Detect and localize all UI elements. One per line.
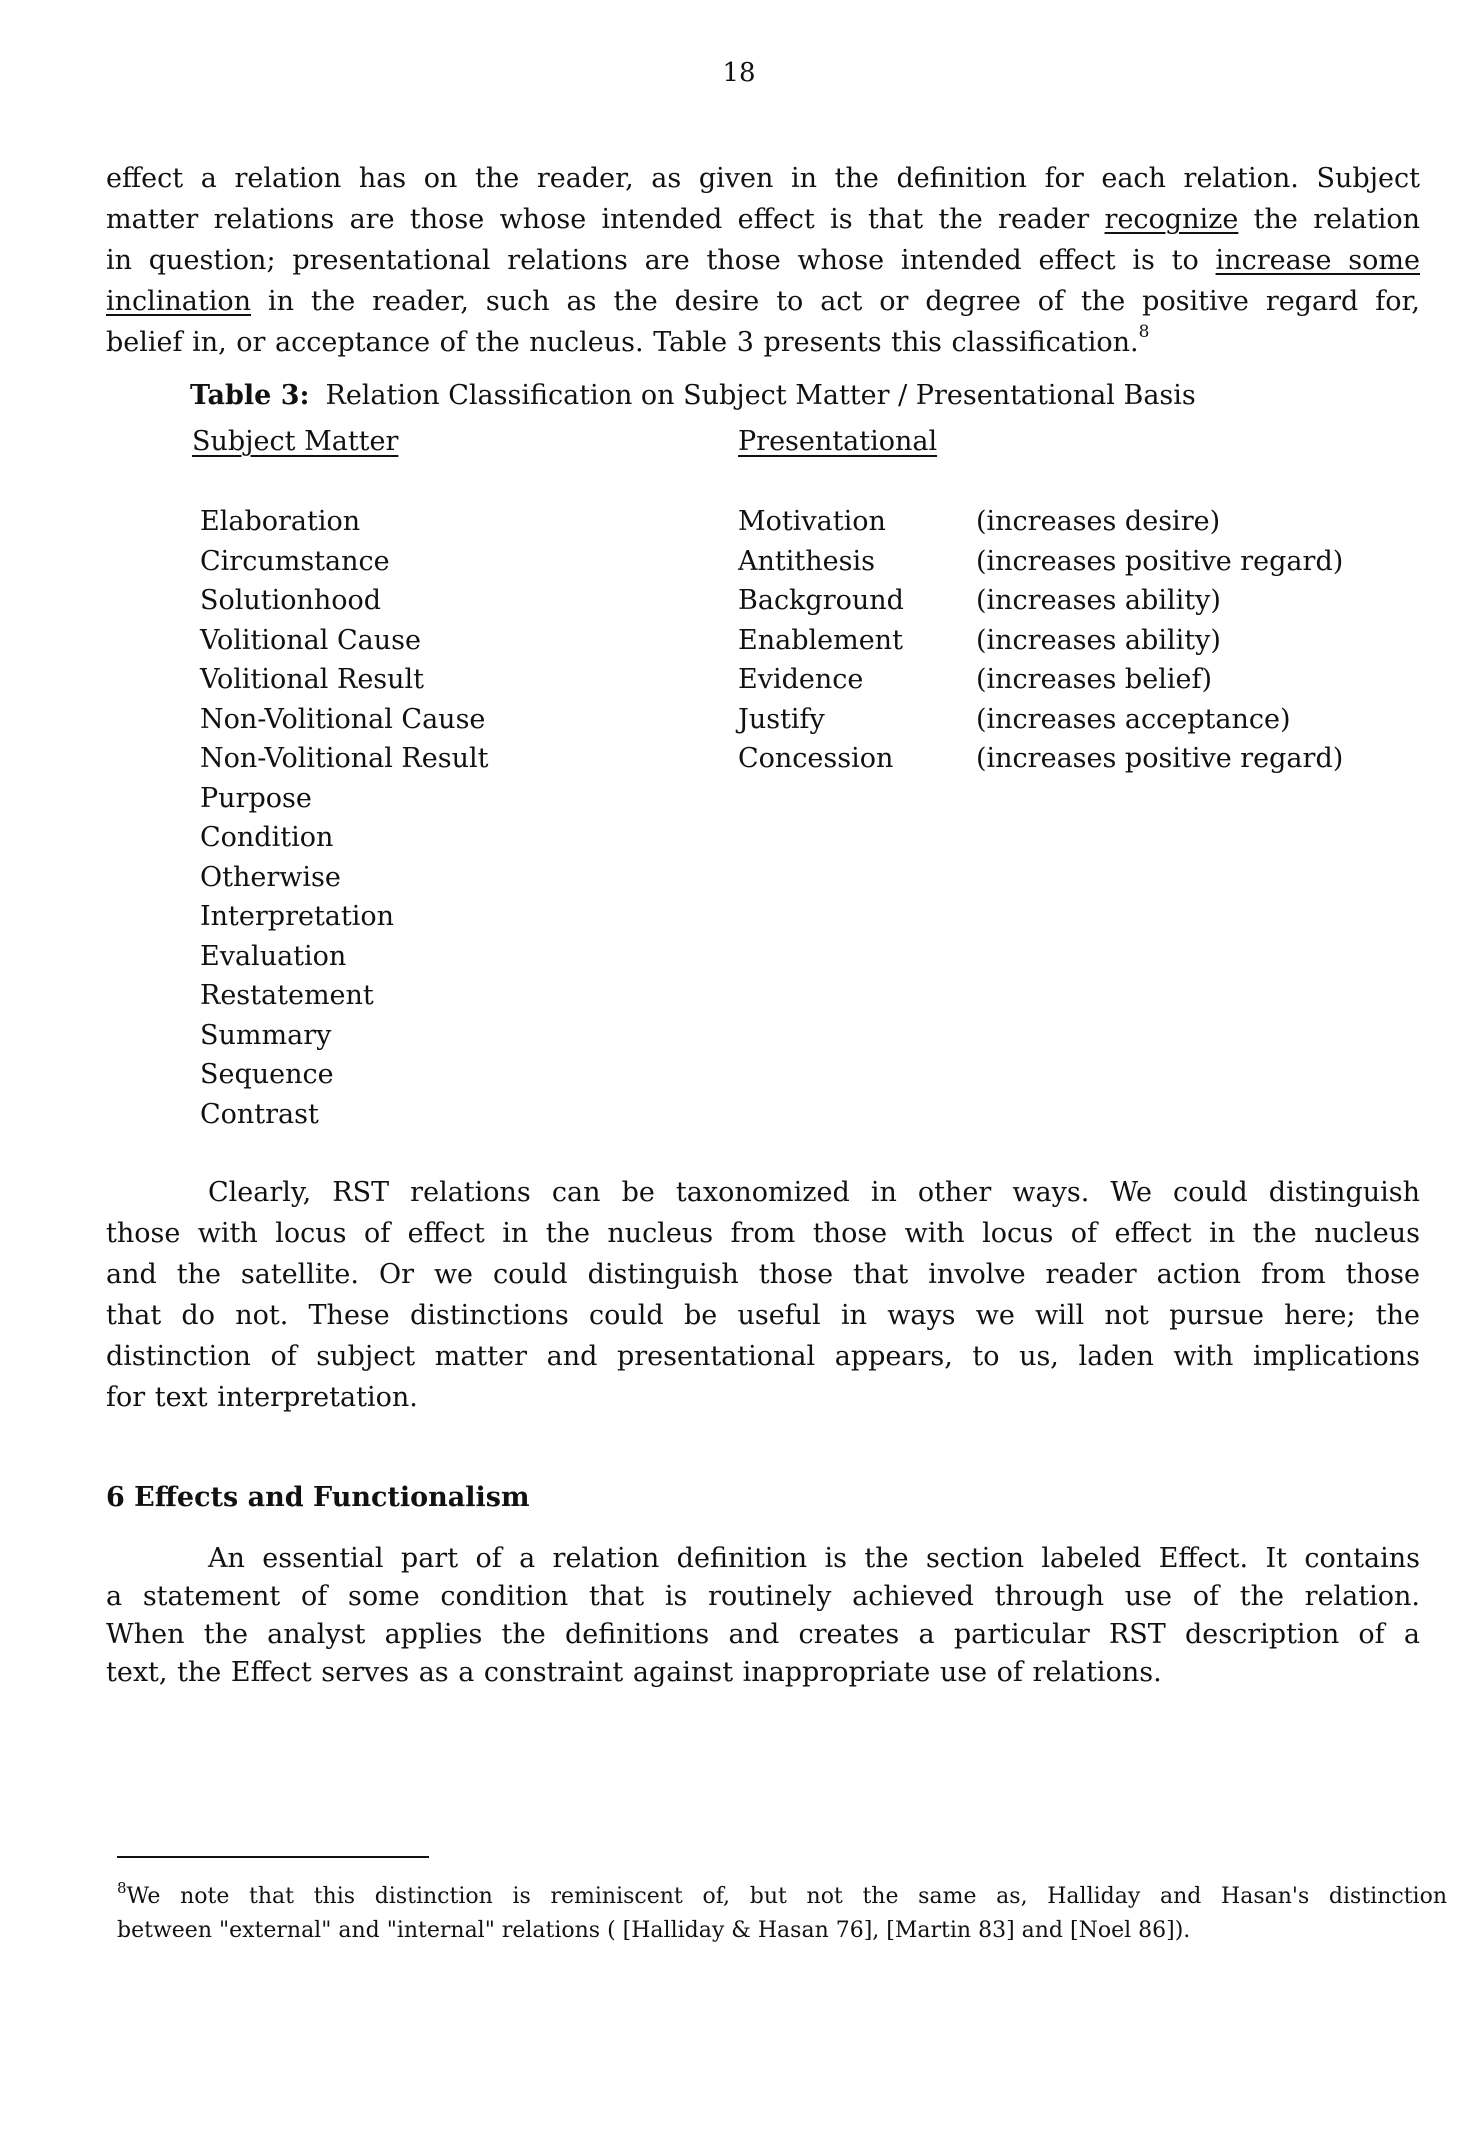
presentational-relation: Evidence bbox=[738, 664, 864, 695]
paragraph-line: text, the Effect serves as a constraint against inappropriate use of relations. bbox=[106, 1657, 1162, 1688]
footnote-divider bbox=[117, 1856, 429, 1858]
paragraph-line: distinction of subject matter and presentational appears, to us, laden with implications bbox=[106, 1341, 1420, 1372]
subject-matter-relation: Solutionhood bbox=[200, 585, 382, 616]
presentational-relation: Background bbox=[738, 585, 904, 616]
footnote-marker: 8 bbox=[117, 1879, 127, 1897]
footnote-text: We note that this distinction is reminiscent of, but not the same as, Halliday and Hasan's distinction bbox=[126, 1884, 1447, 1909]
column-header-presentational: Presentational bbox=[738, 426, 938, 457]
paragraph-line: An essential part of a relation definition is the section labeled Effect. It contains bbox=[208, 1543, 1420, 1574]
subject-matter-relation: Volitional Result bbox=[200, 664, 425, 695]
presentational-relation: Antithesis bbox=[738, 545, 875, 577]
subject-matter-relation: Interpretation bbox=[200, 901, 395, 932]
footnote-reference[interactable]: 8 bbox=[1138, 322, 1150, 342]
line-text: in the reader, such as the desire to act or degree of the positive regard for, bbox=[251, 286, 1420, 317]
presentational-column bbox=[738, 502, 904, 779]
subject-matter-relation: Non-Volitional Result bbox=[200, 743, 489, 774]
subject-matter-relation: Sequence bbox=[200, 1059, 334, 1090]
underlined-term-recognize: recognize bbox=[1104, 204, 1239, 235]
paragraph-line bbox=[106, 158, 1420, 199]
footnote-line bbox=[117, 1880, 1447, 1914]
column-header-subject-matter: Subject Matter bbox=[192, 426, 399, 457]
subject-matter-relation: Otherwise bbox=[200, 861, 341, 893]
subject-matter-relation: Circumstance bbox=[200, 545, 390, 577]
paragraph-line: When the analyst applies the definitions and creates a particular RST description of a bbox=[106, 1619, 1420, 1650]
presentational-effect: (increases acceptance) bbox=[976, 703, 1291, 735]
paragraph-line: those with locus of effect in the nucleus from those with locus of effect in the nucleus bbox=[106, 1218, 1420, 1249]
section-heading: 6 Effects and Functionalism bbox=[106, 1482, 530, 1513]
subject-matter-relation: Restatement bbox=[200, 980, 374, 1011]
presentational-relation: Concession bbox=[738, 743, 894, 774]
presentational-effect: (increases desire) bbox=[976, 506, 1221, 537]
presentational-effect: (increases positive regard) bbox=[976, 545, 1344, 577]
line-text: effect a relation has on the reader, as given in the definition for each relation. Subject bbox=[106, 163, 1420, 194]
line-text: the relation bbox=[1238, 204, 1420, 235]
subject-matter-relation: Evaluation bbox=[200, 940, 347, 972]
paragraph-line bbox=[106, 240, 1420, 281]
presentational-effect: (increases ability) bbox=[976, 624, 1221, 656]
line-text: matter relations are those whose intended effect is that the reader bbox=[106, 204, 1105, 235]
footnote bbox=[117, 1880, 1447, 1948]
page-number: 18 bbox=[722, 58, 756, 88]
presentational-relation: Motivation bbox=[738, 506, 886, 537]
table-caption bbox=[190, 380, 1196, 411]
subject-matter-relation: Non-Volitional Cause bbox=[200, 703, 486, 735]
presentational-effect: (increases positive regard) bbox=[976, 743, 1344, 774]
table-label: Table 3: bbox=[190, 380, 310, 411]
presentational-effect-column bbox=[976, 502, 1343, 779]
presentational-relation: Justify bbox=[738, 703, 825, 735]
presentational-effect: (increases ability) bbox=[976, 585, 1221, 616]
paragraph-line: that do not. These distinctions could be useful in ways we will not pursue here; the bbox=[106, 1300, 1420, 1331]
subject-matter-relation: Contrast bbox=[200, 1098, 319, 1130]
line-text: belief in, or acceptance of the nucleus. Table 3 presents this classification. bbox=[106, 327, 1139, 358]
effects-paragraph bbox=[106, 1540, 1420, 1692]
underlined-term-inclination: inclination bbox=[106, 286, 252, 317]
paragraph-line: and the satellite. Or we could distinguish those that involve reader action from those bbox=[106, 1259, 1420, 1290]
table-caption-text: Relation Classification on Subject Matter / Presentational Basis bbox=[325, 380, 1196, 411]
paragraph-line: Clearly, RST relations can be taxonomized in other ways. We could distinguish bbox=[208, 1177, 1420, 1208]
subject-matter-relation: Volitional Cause bbox=[200, 624, 421, 656]
presentational-relation: Enablement bbox=[738, 624, 903, 656]
footnote-line: between "external" and "internal" relations ( [Halliday & Hasan 76], [Martin 83] and [Noel 86]). bbox=[117, 1918, 1191, 1943]
underlined-term-increase-some: increase some bbox=[1215, 245, 1420, 276]
subject-matter-column bbox=[200, 502, 488, 1134]
paragraph-line bbox=[106, 199, 1420, 240]
presentational-effect: (increases belief) bbox=[976, 664, 1212, 695]
line-text: in question; presentational relations are those whose intended effect is to bbox=[106, 245, 1216, 276]
paragraph-line: a statement of some condition that is routinely achieved through use of the relation. bbox=[106, 1581, 1420, 1612]
subject-matter-relation: Elaboration bbox=[200, 506, 361, 537]
paragraph-line bbox=[106, 322, 1420, 363]
taxonomy-paragraph bbox=[106, 1172, 1420, 1418]
paragraph-line bbox=[106, 281, 1420, 322]
subject-matter-relation: Summary bbox=[200, 1019, 332, 1051]
subject-matter-relation: Purpose bbox=[200, 782, 312, 814]
paragraph-line: for text interpretation. bbox=[106, 1382, 418, 1413]
intro-paragraph bbox=[106, 158, 1420, 363]
subject-matter-relation: Condition bbox=[200, 822, 334, 853]
